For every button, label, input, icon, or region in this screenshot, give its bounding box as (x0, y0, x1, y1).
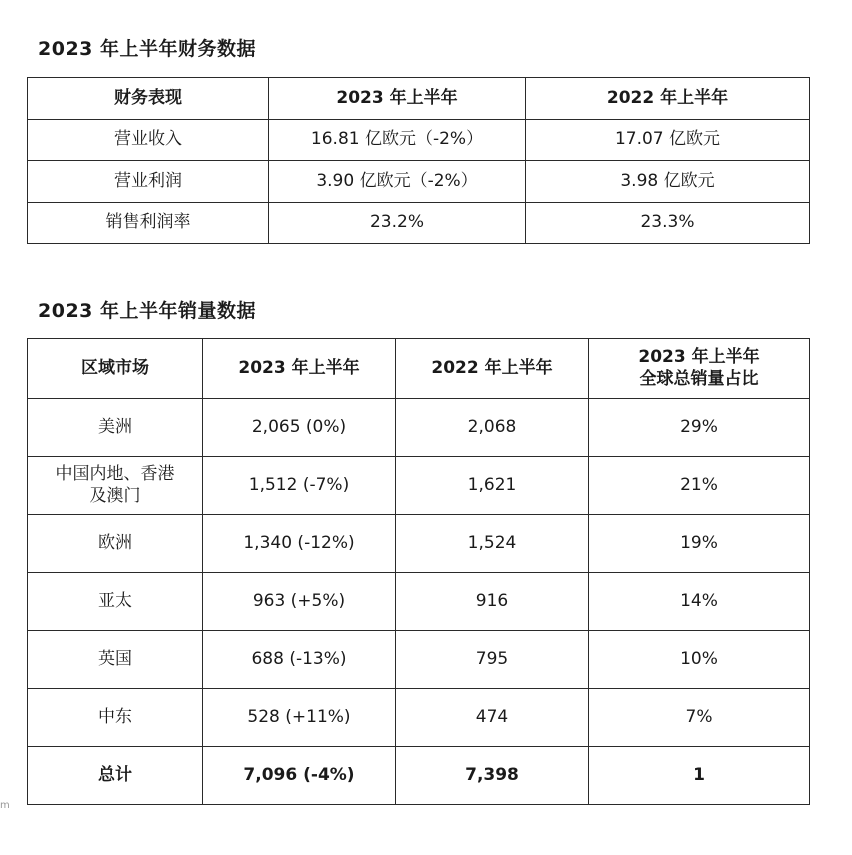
table-cell: 3.98 亿欧元 (526, 161, 810, 203)
table-cell: 2,068 (396, 399, 589, 457)
table-cell: 3.90 亿欧元（-2%） (269, 161, 526, 203)
table-cell: 1 (589, 747, 810, 805)
column-header-share (589, 339, 810, 399)
column-header: 2023 年上半年 (203, 339, 396, 399)
column-header-line: 全球总销量占比 (639, 368, 759, 389)
table-cell: 10% (589, 631, 810, 689)
table-row (28, 631, 810, 689)
region-label (28, 457, 203, 515)
table-cell: 1,621 (396, 457, 589, 515)
table-row (28, 202, 810, 244)
region-label: 英国 (28, 631, 203, 689)
table-cell: 21% (589, 457, 810, 515)
column-header: 2023 年上半年 (269, 78, 526, 120)
table-header-row (28, 78, 810, 120)
column-header: 2022 年上半年 (396, 339, 589, 399)
table-cell: 14% (589, 573, 810, 631)
region-label: 欧洲 (28, 515, 203, 573)
table-row (28, 689, 810, 747)
financial-table (27, 77, 810, 244)
table-cell: 7,398 (396, 747, 589, 805)
region-label: 美洲 (28, 399, 203, 457)
table-cell: 23.2% (269, 202, 526, 244)
table-cell: 474 (396, 689, 589, 747)
table-cell: 1,340 (-12%) (203, 515, 396, 573)
table-cell: 17.07 亿欧元 (526, 119, 810, 161)
table-cell: 7% (589, 689, 810, 747)
table-row (28, 515, 810, 573)
total-row (28, 747, 810, 805)
column-header: 2022 年上半年 (526, 78, 810, 120)
table-cell: 795 (396, 631, 589, 689)
region-label: 亚太 (28, 573, 203, 631)
table-cell: 29% (589, 399, 810, 457)
table-row (28, 119, 810, 161)
total-label: 总计 (28, 747, 203, 805)
region-label: 中东 (28, 689, 203, 747)
table-cell: 16.81 亿欧元（-2%） (269, 119, 526, 161)
table-row (28, 573, 810, 631)
table-cell: 23.3% (526, 202, 810, 244)
table-row (28, 161, 810, 203)
table-cell: 2,065 (0%) (203, 399, 396, 457)
column-header: 财务表现 (28, 78, 269, 120)
table-row (28, 399, 810, 457)
column-header: 区域市场 (28, 339, 203, 399)
region-label-line: 中国内地、香港 (55, 464, 175, 485)
table-cell: 528 (+11%) (203, 689, 396, 747)
table-row (28, 457, 810, 515)
table-cell: 688 (-13%) (203, 631, 396, 689)
row-label: 销售利润率 (28, 202, 269, 244)
table-cell: 1,524 (396, 515, 589, 573)
table-cell: 916 (396, 573, 589, 631)
table-cell: 1,512 (-7%) (203, 457, 396, 515)
financial-section-title: 2023 年上半年财务数据 (38, 38, 256, 60)
table-cell: 963 (+5%) (203, 573, 396, 631)
row-label: 营业利润 (28, 161, 269, 203)
region-label-line: 及澳门 (89, 485, 141, 506)
table-cell: 19% (589, 515, 810, 573)
table-cell: 7,096 (-4%) (203, 747, 396, 805)
stray-edge-mark: m (0, 800, 10, 811)
row-label: 营业收入 (28, 119, 269, 161)
table-header-row (28, 339, 810, 399)
sales-section-title: 2023 年上半年销量数据 (38, 300, 256, 322)
sales-table (27, 338, 810, 805)
column-header-line: 2023 年上半年 (638, 347, 760, 368)
